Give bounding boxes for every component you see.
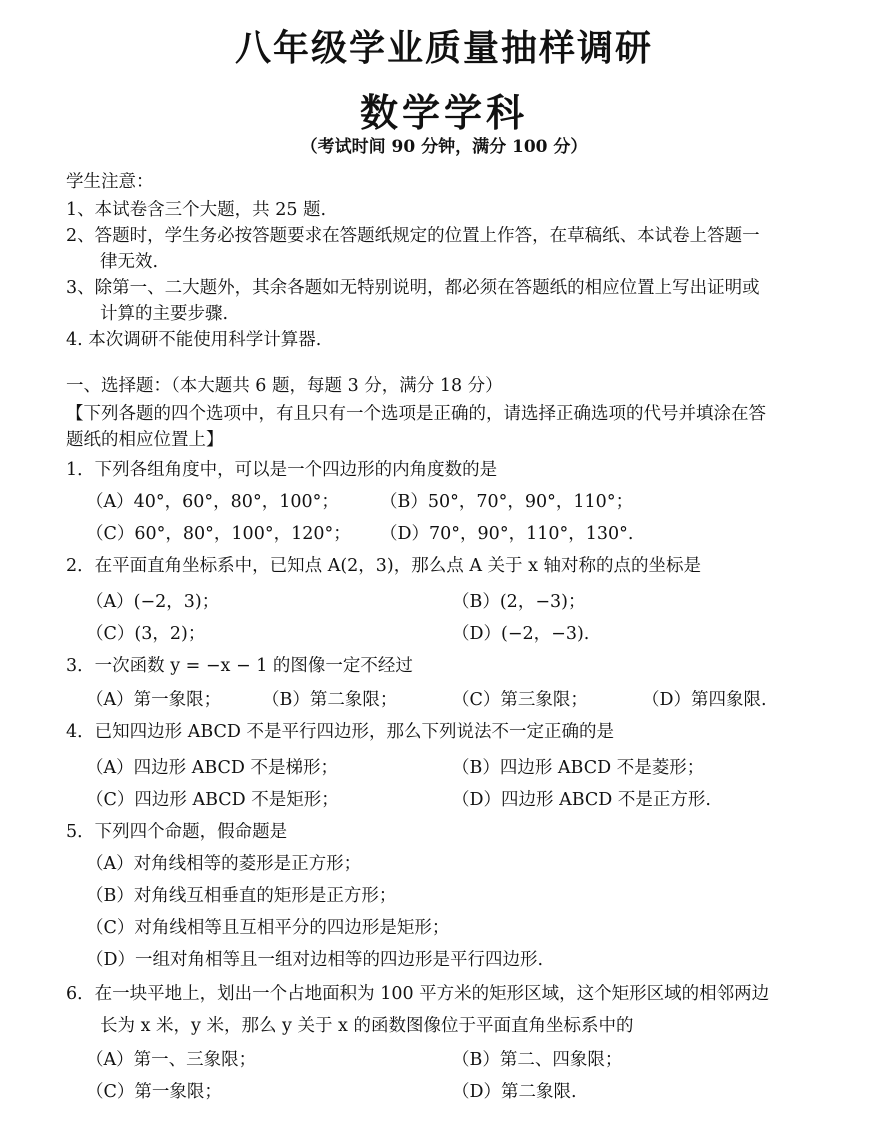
question-stem: 4．已知四边形 ABCD 不是平行四边形，那么下列说法不一定正确的是 bbox=[66, 722, 615, 742]
option-a: （A）40°，60°，80°，100°； bbox=[86, 492, 339, 512]
exam-title: 八年级学业质量抽样调研 bbox=[234, 28, 653, 69]
option-d: （D）第四象限. bbox=[642, 690, 767, 710]
option-b: （B）第二象限； bbox=[262, 690, 398, 710]
section-heading: 一、选择题：（本大题共 6 题，每题 3 分，满分 18 分） bbox=[66, 376, 503, 396]
question-stem: 6．在一块平地上，划出一个占地面积为 100 平方米的矩形区域，这个矩形区域的相邻两边 bbox=[66, 984, 770, 1004]
section-instruction: 题纸的相应位置上】 bbox=[66, 430, 224, 450]
option-b: （B）第二、四象限； bbox=[452, 1050, 623, 1070]
option-a: （A）四边形 ABCD 不是梯形； bbox=[86, 758, 339, 778]
option-c: （C）第三象限； bbox=[452, 690, 588, 710]
question-stem: 1．下列各组角度中，可以是一个四边形的内角度数的是 bbox=[66, 460, 498, 480]
option-d: （D）四边形 ABCD 不是正方形. bbox=[452, 790, 711, 810]
option-a: （A）第一象限； bbox=[86, 690, 222, 710]
notice-item: 计算的主要步骤. bbox=[100, 304, 229, 324]
option-d: （D）一组对角相等且一组对边相等的四边形是平行四边形. bbox=[86, 950, 544, 970]
option-d: （D）(−2，−3). bbox=[452, 624, 590, 644]
question-stem: 5．下列四个命题，假命题是 bbox=[66, 822, 288, 842]
option-a: （A）第一、三象限； bbox=[86, 1050, 257, 1070]
notice-item: 1、本试卷含三个大题，共 25 题. bbox=[66, 200, 327, 220]
option-b: （B）50°，70°，90°，110°； bbox=[380, 492, 634, 512]
option-d: （D）70°，90°，110°，130°. bbox=[380, 524, 634, 544]
notice-item: 2、答题时，学生务必按答题要求在答题纸规定的位置上作答，在草稿纸、本试卷上答题一 bbox=[66, 226, 760, 246]
option-c: （C）第一象限； bbox=[86, 1082, 222, 1102]
question-stem: 3．一次函数 y = −x − 1 的图像一定不经过 bbox=[66, 656, 413, 676]
notice-item: 律无效. bbox=[100, 252, 159, 272]
notice-item: 4. 本次调研不能使用科学计算器. bbox=[66, 330, 322, 350]
exam-info: （考试时间 90 分钟，满分 100 分） bbox=[300, 137, 588, 157]
option-c: （C）(3，2)； bbox=[86, 624, 206, 644]
option-c: （C）对角线相等且互相平分的四边形是矩形； bbox=[86, 918, 450, 938]
subject-title: 数学学科 bbox=[359, 91, 528, 135]
option-c: （C）四边形 ABCD 不是矩形； bbox=[86, 790, 339, 810]
notice-heading: 学生注意： bbox=[66, 172, 154, 192]
option-d: （D）第二象限. bbox=[452, 1082, 577, 1102]
option-a: （A）对角线相等的菱形是正方形； bbox=[86, 854, 362, 874]
section-instruction: 【下列各题的四个选项中，有且只有一个选项是正确的，请选择正确选项的代号并填涂在答 bbox=[66, 404, 766, 424]
option-b: （B）对角线互相垂直的矩形是正方形； bbox=[86, 886, 397, 906]
option-c: （C）60°，80°，100°，120°； bbox=[86, 524, 351, 544]
option-a: （A）(−2，3)； bbox=[86, 592, 220, 612]
notice-item: 3、除第一、二大题外，其余各题如无特别说明，都必须在答题纸的相应位置上写出证明或 bbox=[66, 278, 760, 298]
question-stem: 2．在平面直角坐标系中，已知点 A(2，3)，那么点 A 关于 x 轴对称的点的坐标是 bbox=[66, 556, 702, 576]
option-b: （B）四边形 ABCD 不是菱形； bbox=[452, 758, 705, 778]
question-stem-continued: 长为 x 米，y 米，那么 y 关于 x 的函数图像位于平面直角坐标系中的 bbox=[100, 1016, 634, 1036]
option-b: （B）(2，−3)； bbox=[452, 592, 586, 612]
